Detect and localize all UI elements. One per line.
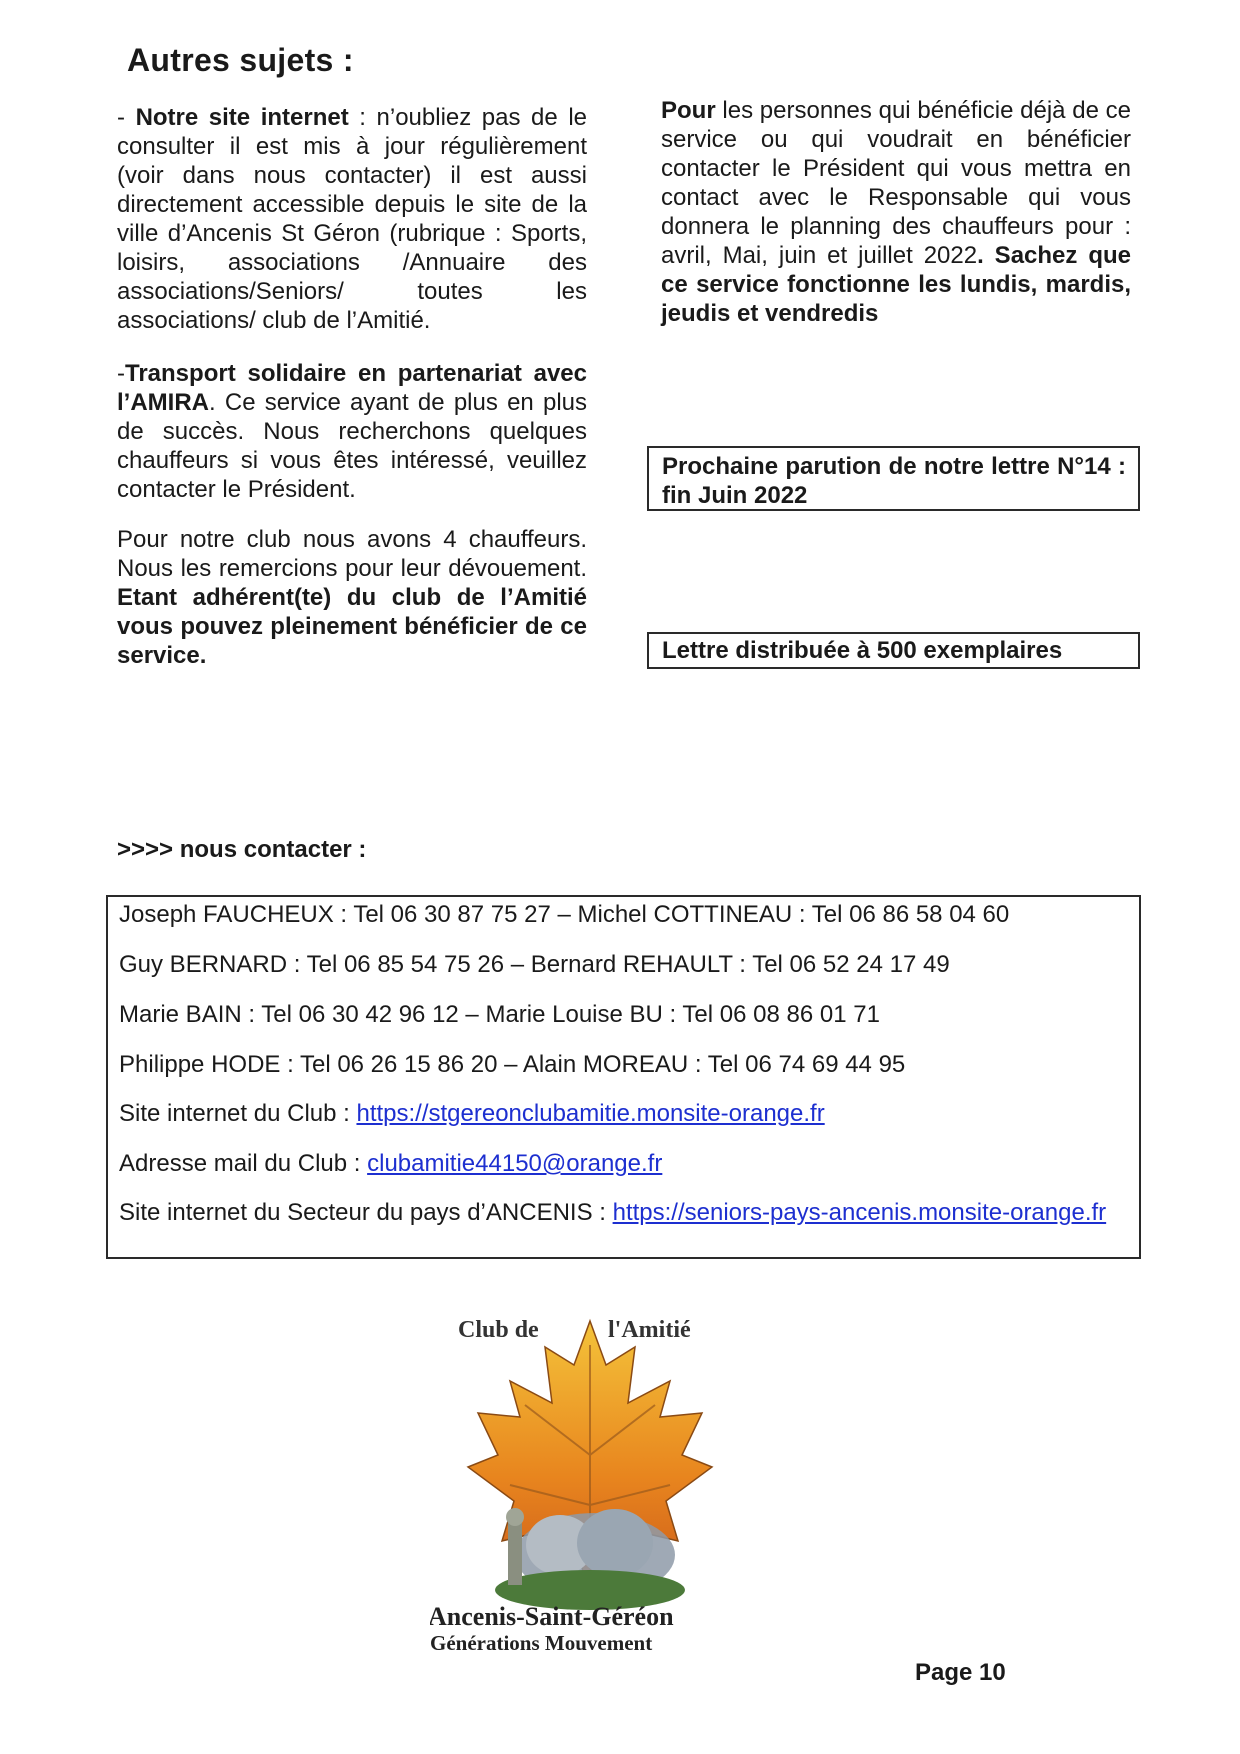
paragraph-drivers <box>117 525 587 670</box>
section-title: Autres sujets : <box>127 42 354 78</box>
transport-heading: Transport solidaire en partenariat avec l’AMIRA <box>117 360 587 416</box>
drivers-bold: Etant adhérent(te) du club de l’Amitié vous pouvez pleinement bénéficier de ce service. <box>117 584 587 669</box>
club-website-label: Site internet du Club : <box>119 1100 357 1127</box>
club-email-link[interactable]: clubamitie44150@orange.fr <box>367 1150 663 1177</box>
contact-box <box>106 895 1141 1259</box>
club-email-label: Adresse mail du Club : <box>119 1150 368 1177</box>
bullet-dash: - <box>117 104 136 131</box>
service-bold-start: Pour <box>661 97 716 124</box>
contact-line: Guy BERNARD : Tel 06 85 54 75 26 – Bernard REHAULT : Tel 06 52 24 17 49 <box>119 951 950 978</box>
logo-text-top-left: Club de <box>458 1317 539 1343</box>
sector-website-link[interactable]: https://seniors-pays-ancenis.monsite-orange.fr <box>612 1199 1107 1226</box>
club-logo <box>430 1305 750 1665</box>
website-text: : n’oubliez pas de le consulter il est mis à jour régulièrement (voir dans nous contacter) il est aussi directement accessible depuis le site de la ville d’Ancenis St Géron (rubrique : Sports, loisirs, associations /Annuaire des associations/Seniors/ toutes les associations/ club de l’Amitié. <box>117 104 587 334</box>
bullet-dash: - <box>117 360 125 387</box>
logo-text-subtitle: Générations Mouvement <box>430 1631 653 1655</box>
paragraph-transport <box>117 359 587 504</box>
club-website-link[interactable]: https://stgereonclubamitie.monsite-orange.fr <box>356 1100 825 1127</box>
logo-text-bottom: Ancenis-Saint-Géréon <box>430 1602 674 1631</box>
logo-text-top-right: l'Amitié <box>608 1317 691 1343</box>
club-email-line <box>119 1150 1128 1178</box>
right-column <box>661 96 1131 328</box>
contact-line: Philippe HODE : Tel 06 26 15 86 20 – Alain MOREAU : Tel 06 74 69 44 95 <box>119 1051 906 1078</box>
paragraph-website <box>117 103 587 335</box>
service-bold-end: . Sachez que ce service fonctionne les lundis, mardis, jeudis et vendredis <box>661 242 1131 327</box>
next-issue-box: Prochaine parution de notre lettre N°14 : fin Juin 2022 <box>647 446 1140 511</box>
copies-box: Lettre distribuée à 500 exemplaires <box>647 632 1140 669</box>
transport-text: . Ce service ayant de plus en plus de succès. Nous recherchons quelques chauffeurs si vous êtes intéressé, veuillez contacter le Président. <box>117 389 587 503</box>
contact-heading: >>>> nous contacter : <box>117 836 367 863</box>
paragraph-service <box>661 96 1131 328</box>
sector-website-label: Site internet du Secteur du pays d’ANCENIS : <box>119 1199 613 1226</box>
service-text: les personnes qui bénéficie déjà de ce service ou qui voudrait en bénéficier contacter le Président qui vous mettra en contact avec le Responsable qui vous donnera le planning des chauffeurs pour : avril, Mai, juin et juillet 2022 <box>661 97 1131 269</box>
maple-leaf-icon <box>430 1305 750 1665</box>
sector-website-line <box>119 1199 1128 1227</box>
contact-line: Marie BAIN : Tel 06 30 42 96 12 – Marie Louise BU : Tel 06 08 86 01 71 <box>119 1001 880 1028</box>
contact-line: Joseph FAUCHEUX : Tel 06 30 87 75 27 – Michel COTTINEAU : Tel 06 86 58 04 60 <box>119 901 1010 928</box>
drivers-text: Pour notre club nous avons 4 chauffeurs. Nous les remercions pour leur dévouement. <box>117 526 587 582</box>
page-number: Page 10 <box>915 1659 1006 1686</box>
left-column <box>117 103 587 670</box>
website-heading: Notre site internet <box>135 104 349 131</box>
club-website-line <box>119 1100 1128 1128</box>
